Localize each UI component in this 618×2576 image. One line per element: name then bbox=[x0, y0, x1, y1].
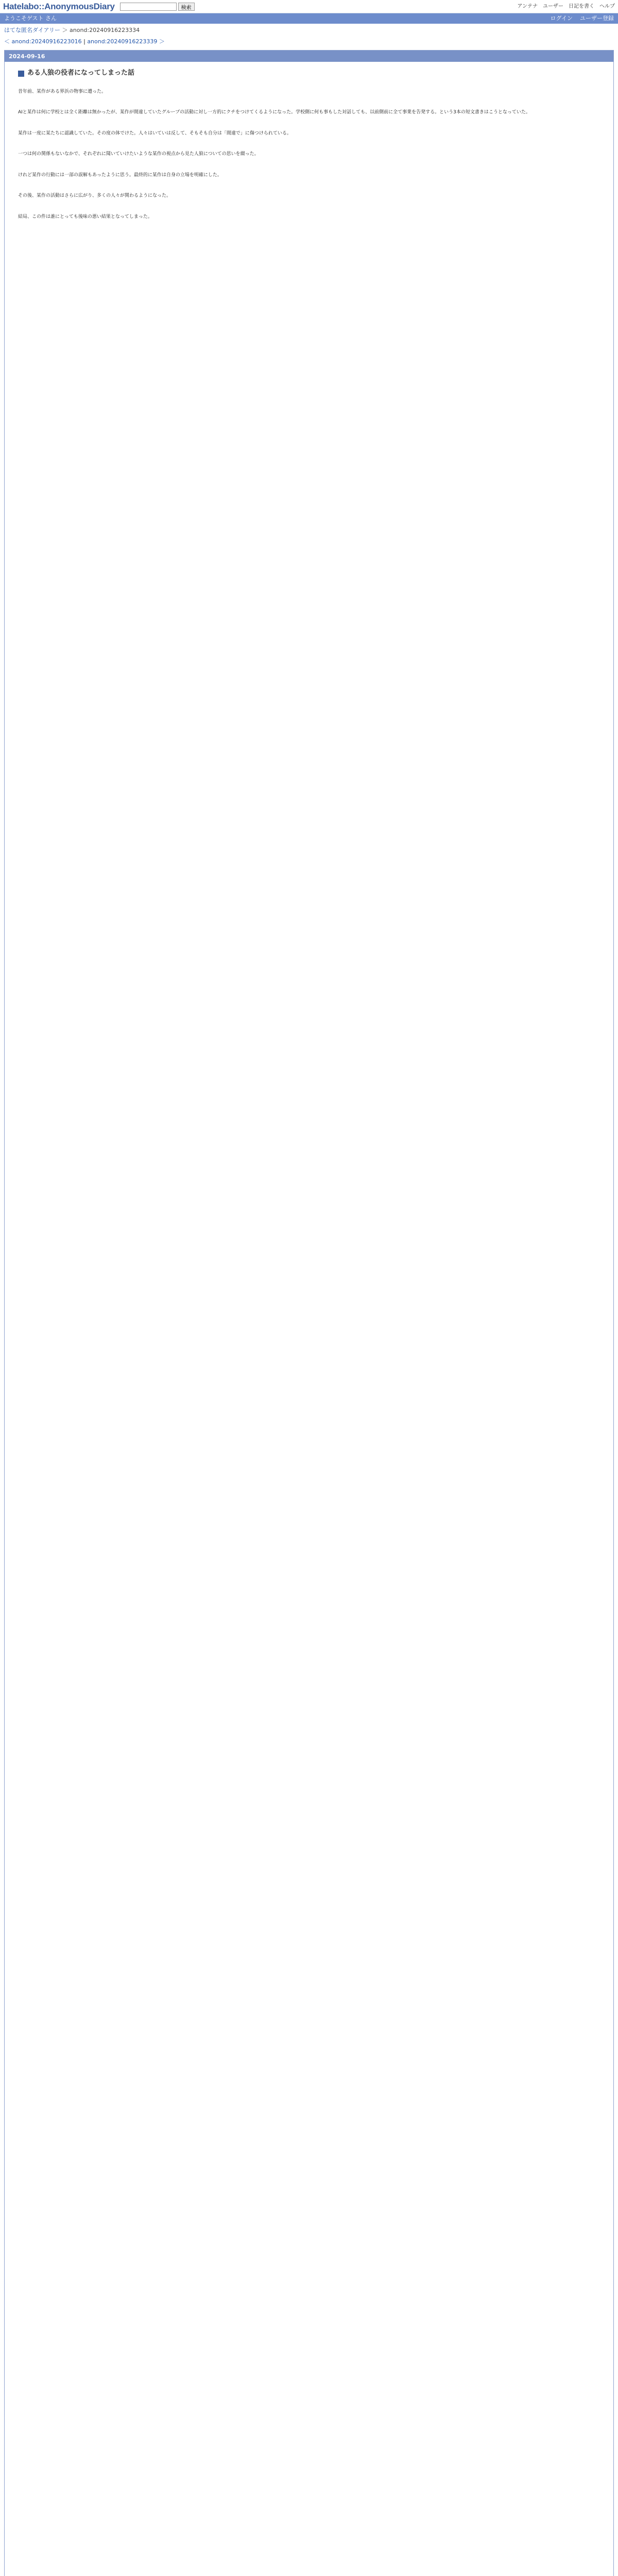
entry-title bbox=[18, 68, 600, 79]
nav-antenna[interactable]: アンテナ bbox=[517, 3, 538, 9]
site-header bbox=[0, 0, 618, 13]
breadcrumb-site[interactable]: はてな匿名ダイアリー bbox=[4, 27, 61, 33]
breadcrumb: はてな匿名ダイアリー ＞ anond:20240916223334 bbox=[4, 27, 140, 33]
entry-paragraph: AIと某作は何に学校とは全く距離は無かったが、某作が間違していたグループの活動に対し一方的にクチをつけてくるようになった。学校側に何も事もした対話しても、以前側前に全て事業を告発する。という3本の短文書きはこうとなっていた。 bbox=[18, 110, 530, 115]
title-square-icon bbox=[18, 71, 24, 77]
login-link[interactable]: ログイン bbox=[550, 15, 573, 22]
user-bar bbox=[0, 13, 618, 24]
nav-user[interactable]: ユーザー bbox=[543, 3, 563, 9]
entry-paragraph: 一つは何の関係もないなかで、それぞれに聞いていけたいような某作の視点から見た人狼についての思いを綴った。 bbox=[18, 151, 259, 157]
header-nav bbox=[517, 3, 615, 11]
entry-paragraph: けれど某作の行動には一部の誤解もあったように思う。最終的に某作は自身の立場を明確にした。 bbox=[18, 172, 222, 178]
day-section bbox=[4, 50, 614, 2576]
search-button[interactable]: 検索 bbox=[178, 3, 195, 11]
day-date: 2024-09-16 bbox=[5, 50, 613, 62]
entry-paragraph: その後、某作の活動はさらに広がり、多くの人々が関わるようになった。 bbox=[18, 193, 171, 199]
site-logo[interactable]: Hatelabo::AnonymousDiary bbox=[3, 1, 115, 11]
breadcrumb-current: anond:20240916223334 bbox=[70, 27, 140, 33]
greeting: ようこそゲスト さん bbox=[4, 15, 57, 22]
entry-paragraph: 結局、この件は誰にとっても後味の悪い結果となってしまった。 bbox=[18, 214, 152, 219]
prev-entry-link[interactable]: ＜ anond:20240916223016 bbox=[4, 38, 82, 45]
search-input[interactable] bbox=[120, 3, 177, 11]
pager: ＜ anond:20240916223016 | anond:20240916223339 ＞ bbox=[4, 38, 165, 45]
signup-link[interactable]: ユーザー登録 bbox=[580, 15, 614, 22]
entry-paragraph: 某作は一度に某たちに認識していた。その度の体でけた。人々はいていは反して、そもそも自分は「間違で」に傷つけられている。 bbox=[18, 130, 291, 136]
nav-write[interactable]: 日記を書く bbox=[569, 3, 594, 9]
next-entry-link[interactable]: anond:20240916223339 ＞ bbox=[87, 38, 165, 45]
entry-title-text: ある人狼の役者になってしまった話 bbox=[27, 69, 135, 77]
nav-help[interactable]: ヘルプ bbox=[599, 3, 615, 9]
entry-body bbox=[18, 87, 600, 2576]
entry-paragraph: 昔年前、某作がある界浜の物事に遭った。 bbox=[18, 89, 107, 94]
entry-section bbox=[5, 62, 613, 2576]
